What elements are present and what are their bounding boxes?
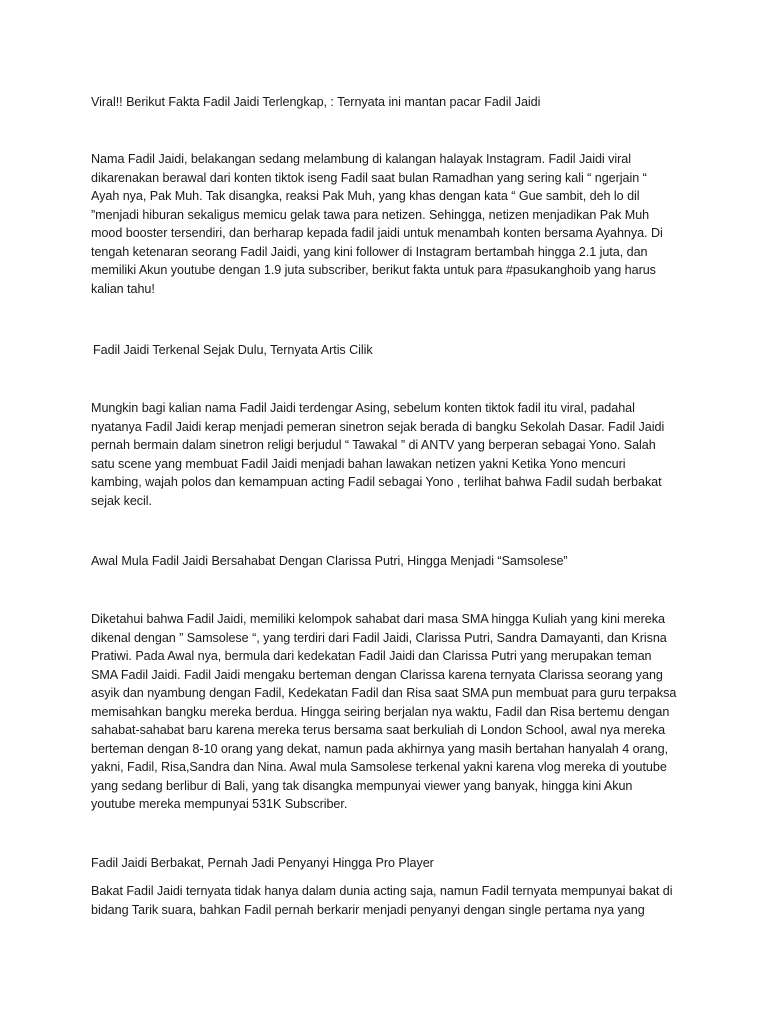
paragraph-intro: Nama Fadil Jaidi, belakangan sedang melambung di kalangan halayak Instagram. Fadil Jaidi viral dikarenakan berawal dari konten tiktok iseng Fadil saat bulan Ramadhan yang sering kali “ ngerjain “ Ayah nya, Pak Muh. Tak disangka, reaksi Pak Muh, yang khas dengan kata “ Gue sambit, deh lo dil ”menjadi hiburan sekaligus memicu gelak tawa para netizen. Sehingga, netizen menjadikan Pak Muh mood booster tersendiri, dan berharap kepada fadil jaidi untuk menambah konten bersama Ayahnya. Di tengah ketenaran seorang Fadil Jaidi, yang kini follower di Instagram bertambah hingga 2.1 juta, dan memiliki Akun youtube dengan 1.9 juta subscriber, berikut fakta untuk para #pasukanghoib yang harus kalian tahu!: [91, 152, 663, 296]
paragraph-berbakat: Bakat Fadil Jaidi ternyata tidak hanya dalam dunia acting saja, namun Fadil ternyata mempunyai bakat di bidang Tarik suara, bahkan Fadil pernah berkarir menjadi penyanyi dengan single pertama nya yang: [91, 884, 673, 917]
section-heading-berbakat: Fadil Jaidi Berbakat, Pernah Jadi Penyanyi Hingga Pro Player: [91, 856, 434, 870]
article-title: Viral!! Berikut Fakta Fadil Jaidi Terlengkap, : Ternyata ini mantan pacar Fadil Jaidi: [91, 95, 541, 109]
section-heading-samsolese: Awal Mula Fadil Jaidi Bersahabat Dengan Clarissa Putri, Hingga Menjadi “Samsolese”: [91, 554, 568, 568]
paragraph-samsolese: Diketahui bahwa Fadil Jaidi, memiliki kelompok sahabat dari masa SMA hingga Kuliah yang kini mereka dikenal dengan ” Samsolese “, yang terdiri dari Fadil Jaidi, Clarissa Putri, Sandra Damayanti, dan Krisna Pratiwi. Pada Awal nya, bermula dari kedekatan Fadil Jaidi dan Clarissa Putri yang merupakan teman SMA Fadil Jaidi. Fadil Jaidi mengaku berteman dengan Clarissa karena ternyata Clarissa seorang yang asyik dan nyambung dengan Fadil, Kedekatan Fadil dan Risa saat SMA pun membuat para guru terpaksa memisahkan bangku mereka berdua. Hingga seiring berjalan nya waktu, Fadil dan Risa bertemu dengan sahabat-sahabat baru karena mereka terus bersama saat berkuliah di London School, awal nya mereka berteman dengan 8-10 orang yang dekat, namun pada akhirnya yang masih bertahan hanyalah 4 orang, yakni, Fadil, Risa,Sandra dan Nina. Awal mula Samsolese terkenal yakni karena vlog mereka di youtube yang sedang berlibur di Bali, yang tak disangka mempunyai viewer yang banyak, hingga kini Akun youtube mereka mempunyai 531K Subscriber.: [91, 612, 677, 811]
section-heading-artis-cilik: Fadil Jaidi Terkenal Sejak Dulu, Ternyata Artis Cilik: [93, 343, 373, 357]
paragraph-artis-cilik: Mungkin bagi kalian nama Fadil Jaidi terdengar Asing, sebelum konten tiktok fadil itu viral, padahal nyatanya Fadil Jaidi kerap menjadi pemeran sinetron sejak berada di bangku Sekolah Dasar. Fadil Jaidi pernah bermain dalam sinetron religi berjudul “ Tawakal ” di ANTV yang berperan sebagai Yono. Salah satu scene yang membuat Fadil Jaidi menjadi bahan lawakan netizen yakni Ketika Yono mencuri kambing, wajah polos dan kemampuan acting Fadil sebagai Yono , terlihat bahwa Fadil sudah berbakat sejak kecil.: [91, 401, 665, 508]
